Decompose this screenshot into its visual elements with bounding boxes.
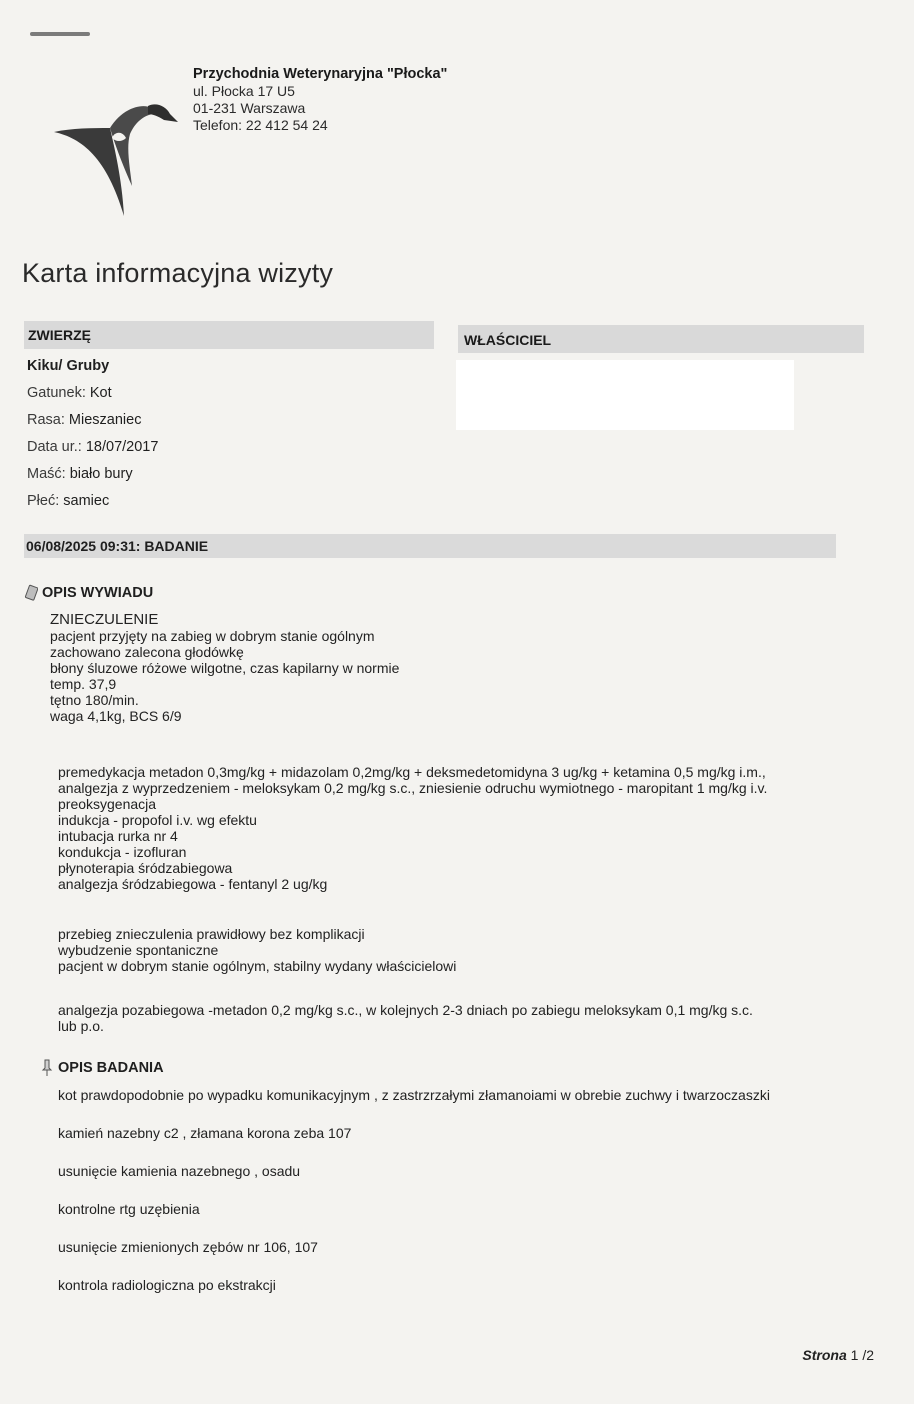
- recovery-line: przebieg znieczulenia prawidłowy bez komplikacji: [58, 926, 365, 942]
- clinic-phone: Telefon: 22 412 54 24: [193, 117, 328, 133]
- note-icon: [24, 584, 38, 602]
- postop-line: analgezja pozabiegowa -metadon 0,2 mg/kg s.c., w kolejnych 2-3 dniach po zabiegu meloksykam 0,1 mg/kg s.c.: [58, 1002, 753, 1018]
- animal-details: [27, 355, 158, 517]
- anesthesia-line: płynoterapia śródzabiegowa: [58, 860, 233, 876]
- history-title: OPIS WYWIADU: [42, 585, 154, 601]
- owner-section-header: WŁAŚCICIEL: [458, 325, 864, 353]
- page-total: 2: [866, 1347, 874, 1363]
- animal-section-header: ZWIERZĘ: [24, 321, 434, 349]
- recovery-block: [58, 926, 456, 974]
- exam-line: usunięcie zmienionych zębów nr 106, 107: [58, 1239, 318, 1255]
- anesthesia-line: analgezja z wyprzedzeniem - meloksykam 0,2 mg/kg s.c., zniesienie odruchu wymiotnego - maropitant 1 mg/kg i.v.: [58, 780, 768, 796]
- dob-label: Data ur.:: [27, 439, 82, 455]
- history-block: [50, 611, 399, 724]
- species-label: Gatunek:: [27, 385, 86, 401]
- animal-sex-row: [27, 490, 158, 517]
- history-line: ZNIECZULENIE: [50, 611, 159, 628]
- breed-value: Mieszaniec: [68, 412, 142, 428]
- sex-label: Płeć:: [27, 493, 60, 509]
- history-line: tętno 180/min.: [50, 692, 139, 708]
- animal-name: Kiku/ Gruby: [27, 358, 110, 374]
- anesthesia-line: indukcja - propofol i.v. wg efektu: [58, 812, 257, 828]
- clinic-city: 01-231 Warszawa: [193, 100, 306, 116]
- clinic-logo-icon: [52, 98, 182, 228]
- exam-section-header: [40, 1059, 164, 1077]
- page-current: 1: [850, 1347, 859, 1363]
- history-line: zachowano zalecona głodówkę: [50, 644, 244, 660]
- document-title: Karta informacyjna wizyty: [22, 258, 334, 288]
- clinic-street: ul. Płocka 17 U5: [193, 83, 295, 99]
- page-label: Strona: [802, 1347, 847, 1363]
- anesthesia-block: [58, 764, 767, 892]
- color-value: biało bury: [69, 466, 133, 482]
- history-line: temp. 37,9: [50, 676, 117, 692]
- page-number: [802, 1347, 874, 1363]
- anesthesia-line: intubacja rurka nr 4: [58, 828, 178, 844]
- exam-line: usunięcie kamienia nazebnego , osadu: [58, 1163, 301, 1179]
- postop-line: lub p.o.: [58, 1018, 104, 1034]
- anesthesia-line: analgezja śródzabiegowa - fentanyl 2 ug/kg: [58, 876, 328, 892]
- clinic-name: Przychodnia Weterynaryjna "Płocka": [193, 66, 448, 82]
- species-value: Kot: [89, 385, 112, 401]
- history-line: pacjent przyjęty na zabieg w dobrym stanie ogólnym: [50, 628, 375, 644]
- history-section-header: [24, 584, 153, 602]
- exam-line: kamień nazebny c2 , złamana korona zeba 107: [58, 1125, 352, 1141]
- page-separator: /: [862, 1347, 867, 1363]
- history-line: waga 4,1kg, BCS 6/9: [50, 708, 182, 724]
- clinic-info: [193, 66, 447, 134]
- postop-block: [58, 1002, 753, 1034]
- exam-block: [58, 1087, 770, 1315]
- anesthesia-line: kondukcja - izofluran: [58, 844, 187, 860]
- recovery-line: pacjent w dobrym stanie ogólnym, stabilny wydany właścicielowi: [58, 958, 457, 974]
- exam-line: kot prawdopodobnie po wypadku komunikacyjnym , z zastrzrzałymi złamanoiami w obrebie zuchwy i twarzoczaszki: [58, 1087, 770, 1103]
- animal-color-row: [27, 463, 158, 490]
- history-line: błony śluzowe różowe wilgotne, czas kapilarny w normie: [50, 660, 400, 676]
- exam-title: OPIS BADANIA: [58, 1060, 164, 1076]
- dob-value: 18/07/2017: [85, 439, 159, 455]
- visit-header: 06/08/2025 09:31: BADANIE: [24, 534, 836, 558]
- animal-species-row: [27, 382, 158, 409]
- recovery-line: wybudzenie spontaniczne: [58, 942, 219, 958]
- animal-dob-row: [27, 436, 158, 463]
- scan-mark: [30, 32, 90, 36]
- breed-label: Rasa:: [27, 412, 65, 428]
- pin-icon: [40, 1059, 54, 1077]
- exam-line: kontrolne rtg uzębienia: [58, 1201, 200, 1217]
- exam-line: kontrola radiologiczna po ekstrakcji: [58, 1277, 276, 1293]
- anesthesia-line: preoksygenacja: [58, 796, 157, 812]
- animal-breed-row: [27, 409, 158, 436]
- sex-value: samiec: [63, 493, 110, 509]
- anesthesia-line: premedykacja metadon 0,3mg/kg + midazolam 0,2mg/kg + deksmedetomidyna 3 ug/kg + ketamina 0,5 mg/kg i.m.,: [58, 764, 766, 780]
- owner-redacted-area: [456, 360, 794, 430]
- color-label: Maść:: [27, 466, 66, 482]
